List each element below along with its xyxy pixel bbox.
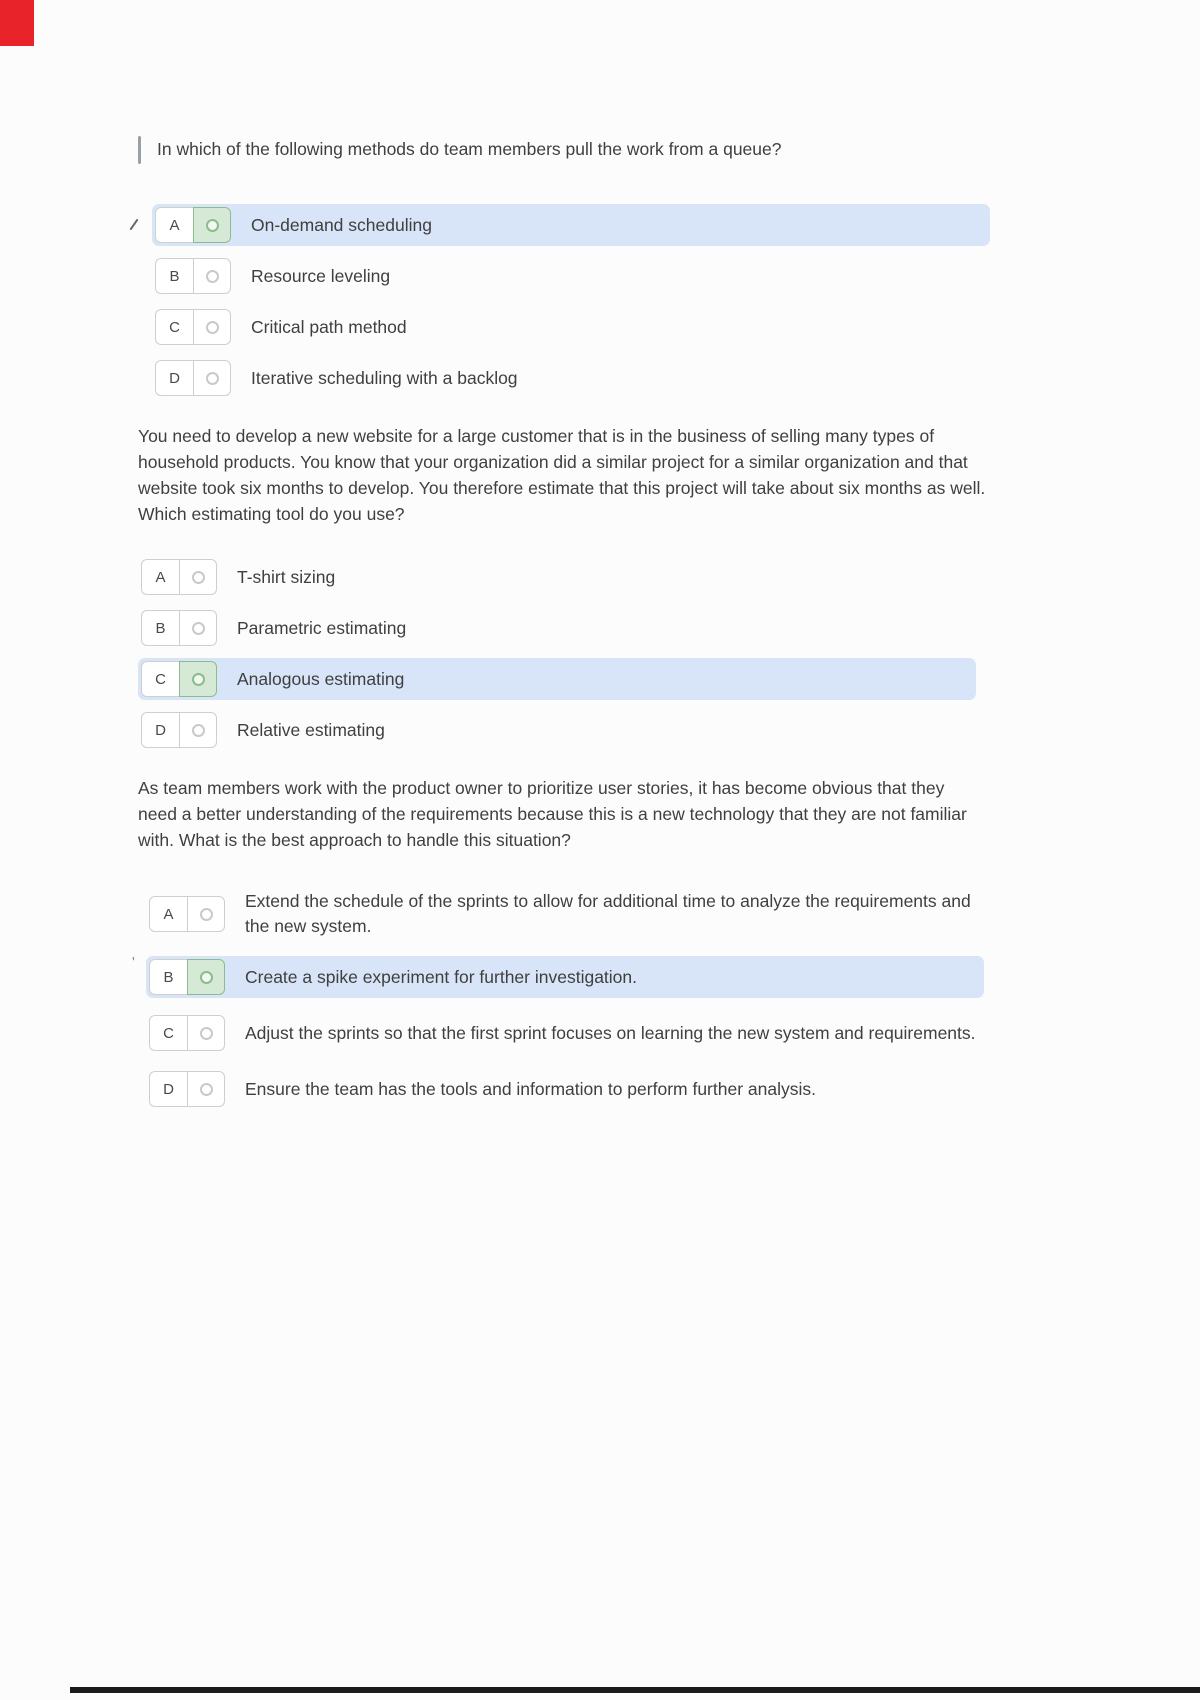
- caret-bar: [138, 136, 141, 164]
- option-row-d[interactable]: [152, 357, 990, 399]
- option-control: [141, 610, 217, 646]
- question-text: You need to develop a new website for a large customer that is in the business of selling many types of household products. You know that your organization did a similar project for a similar organization and that website took six months to develop. You therefore estimate that this project will take about six months as well. Which estimating tool do you use?: [138, 426, 986, 524]
- option-letter: A: [149, 896, 187, 932]
- question-text: In which of the following methods do team members pull the work from a queue?: [157, 139, 782, 159]
- option-control: [149, 1071, 225, 1107]
- bottom-bar: [70, 1687, 1200, 1693]
- option-letter: B: [155, 258, 193, 294]
- option-control: [155, 309, 231, 345]
- option-letter: D: [155, 360, 193, 396]
- option-letter: D: [141, 712, 179, 748]
- option-row-a[interactable]: [138, 556, 976, 598]
- radio-circle-icon: [192, 571, 205, 584]
- option-control: [155, 258, 231, 294]
- radio-circle-icon: [192, 622, 205, 635]
- option-label: Parametric estimating: [237, 617, 407, 638]
- option-radio[interactable]: [193, 207, 231, 243]
- radio-circle-icon: [200, 971, 213, 984]
- option-label: Adjust the sprints so that the first sprint focuses on learning the new system and requirements.: [245, 1022, 976, 1043]
- quiz-content: [132, 136, 986, 1134]
- radio-circle-icon: [206, 219, 219, 232]
- option-radio[interactable]: [193, 360, 231, 396]
- option-letter: C: [141, 661, 179, 697]
- option-row-d[interactable]: [138, 709, 976, 751]
- option-letter: A: [141, 559, 179, 595]
- option-radio[interactable]: [193, 258, 231, 294]
- option-label: Iterative scheduling with a backlog: [251, 367, 518, 388]
- option-label: Resource leveling: [251, 265, 391, 286]
- option-control: [141, 661, 217, 697]
- radio-circle-icon: [206, 372, 219, 385]
- question-1-options: [152, 204, 986, 399]
- option-control: [149, 896, 225, 932]
- option-radio[interactable]: [179, 610, 217, 646]
- option-label: Relative estimating: [237, 719, 385, 740]
- option-label: On-demand scheduling: [251, 214, 432, 235]
- option-radio[interactable]: [179, 712, 217, 748]
- option-letter: A: [155, 207, 193, 243]
- corner-red-mark: [0, 0, 34, 46]
- option-radio[interactable]: [187, 896, 225, 932]
- option-radio[interactable]: [193, 309, 231, 345]
- question-2-options: [138, 556, 986, 751]
- option-letter: B: [149, 959, 187, 995]
- option-row-b[interactable]: [138, 607, 976, 649]
- option-row-a[interactable]: [152, 204, 990, 246]
- option-row-d[interactable]: [146, 1068, 984, 1110]
- radio-circle-icon: [200, 908, 213, 921]
- option-label: Extend the schedule of the sprints to allow for additional time to analyze the requirements and the new system.: [245, 891, 971, 936]
- radio-circle-icon: [206, 270, 219, 283]
- option-control: [155, 207, 231, 243]
- option-radio[interactable]: [187, 1015, 225, 1051]
- option-label: Create a spike experiment for further investigation.: [245, 966, 637, 987]
- option-label: Ensure the team has the tools and information to perform further analysis.: [245, 1078, 816, 1099]
- question-3: [132, 775, 986, 1110]
- option-label: Critical path method: [251, 316, 407, 337]
- option-letter: B: [141, 610, 179, 646]
- option-control: [141, 559, 217, 595]
- edit-pencil-icon: [129, 219, 138, 231]
- option-letter: D: [149, 1071, 187, 1107]
- option-label: T-shirt sizing: [237, 566, 336, 587]
- radio-circle-icon: [192, 673, 205, 686]
- option-row-c[interactable]: [138, 658, 976, 700]
- option-row-c[interactable]: [152, 306, 990, 348]
- option-row-c[interactable]: [146, 1012, 984, 1054]
- question-1-header: [138, 136, 986, 164]
- radio-circle-icon: [200, 1083, 213, 1096]
- option-letter: C: [149, 1015, 187, 1051]
- question-1: [138, 136, 986, 399]
- radio-circle-icon: [206, 321, 219, 334]
- option-row-b[interactable]: [152, 255, 990, 297]
- radio-circle-icon: [192, 724, 205, 737]
- question-3-options: [132, 886, 986, 1110]
- option-radio[interactable]: [179, 661, 217, 697]
- option-control: [141, 712, 217, 748]
- option-control: [149, 959, 225, 995]
- radio-circle-icon: [200, 1027, 213, 1040]
- option-radio[interactable]: [179, 559, 217, 595]
- option-label: Analogous estimating: [237, 668, 405, 689]
- option-row-b[interactable]: [132, 954, 984, 998]
- option-letter: C: [155, 309, 193, 345]
- option-radio[interactable]: [187, 959, 225, 995]
- option-row-a[interactable]: [146, 886, 984, 942]
- option-radio[interactable]: [187, 1071, 225, 1107]
- option-control: [155, 360, 231, 396]
- option-control: [149, 1015, 225, 1051]
- question-2: [138, 423, 986, 751]
- question-text: As team members work with the product owner to prioritize user stories, it has become obvious that they need a better understanding of the requirements because this is a new technology that they are not familiar with. What is the best approach to handle this situation?: [138, 778, 967, 850]
- quote-mark: ': [132, 954, 135, 971]
